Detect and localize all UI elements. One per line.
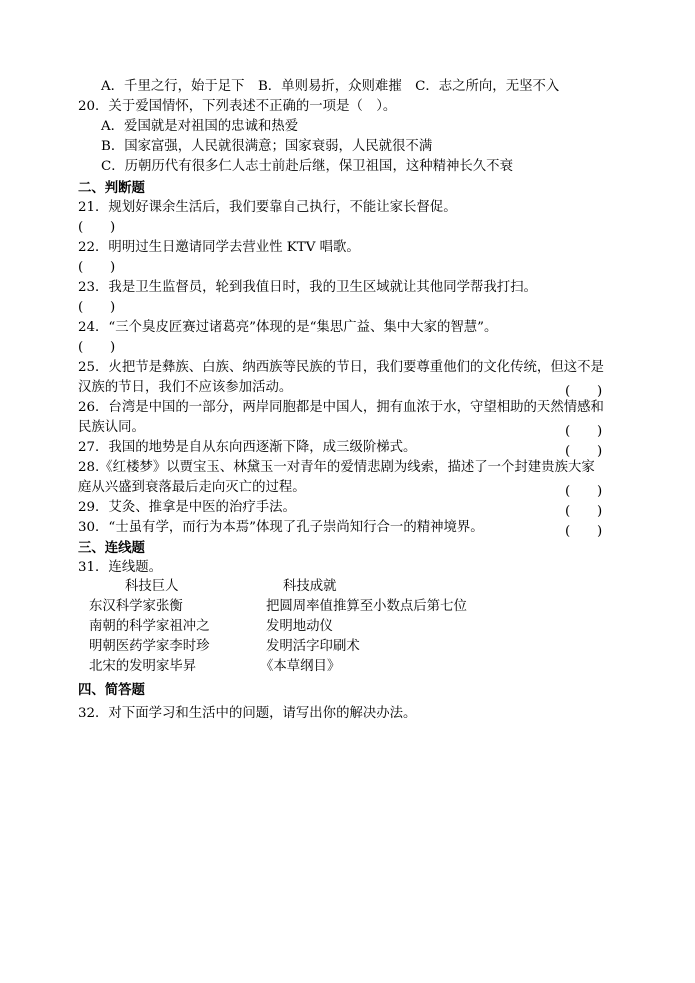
- q26-text-line2: 民族认同。: [78, 420, 145, 435]
- q22-text: 22．明明过生日邀请同学去营业性 KTV 唱歌。: [78, 240, 360, 255]
- matching-right-item[interactable]: 把圆周率值推算至小数点后第七位: [266, 599, 467, 614]
- q28-text-line1: 28.《红楼梦》以贾宝玉、林黛玉一对青年的爱情悲剧为线索，描述了一个封建贵族大家: [78, 460, 595, 475]
- q20-stem: 20．关于爱国情怀，下列表述不正确的一项是（ ）。: [78, 99, 397, 114]
- q23-text: 23．我是卫生监督员，轮到我值日时，我的卫生区域就让其他同学帮我打扫。: [78, 280, 537, 295]
- section-short-answer-title: 四、简答题: [78, 682, 145, 698]
- q25-answer-blank[interactable]: ( ): [565, 384, 603, 399]
- q25-text-line2: 汉族的节日，我们不应该参加活动。: [78, 380, 293, 395]
- matching-left-header: 科技巨人: [125, 579, 179, 594]
- section-true-false-title: 二、判断题: [78, 180, 145, 196]
- q20-option-b: B．国家富强，人民就很满意；国家衰弱，人民就很不满: [101, 139, 433, 154]
- matching-right-item[interactable]: 发明地动仪: [266, 619, 333, 634]
- q23-answer-blank[interactable]: ( ): [78, 300, 116, 315]
- q27-text: 27．我国的地势是自从东向西逐渐下降，成三级阶梯式。: [78, 440, 417, 455]
- q27-answer-blank[interactable]: ( ): [565, 444, 603, 459]
- matching-left-item[interactable]: 南朝的科学家祖冲之: [89, 619, 210, 634]
- q28-answer-blank[interactable]: ( ): [565, 484, 603, 499]
- matching-right-header: 科技成就: [283, 579, 337, 594]
- matching-left-item[interactable]: 明朝医药学家李时珍: [89, 639, 210, 654]
- q29-answer-blank[interactable]: ( ): [565, 504, 603, 519]
- q20-option-c: C．历朝历代有很多仁人志士前赴后继，保卫祖国，这种精神长久不衰: [101, 159, 513, 174]
- q30-answer-blank[interactable]: ( ): [565, 524, 603, 539]
- section-matching-title: 三、连线题: [78, 540, 145, 556]
- q24-text: 24．“三个臭皮匠赛过诸葛亮”体现的是“集思广益、集中大家的智慧”。: [78, 320, 498, 335]
- q29-text: 29．艾灸、推拿是中医的治疗手法。: [78, 500, 296, 515]
- matching-left-item[interactable]: 东汉科学家张衡: [89, 599, 183, 614]
- q25-text-line1: 25．火把节是彝族、白族、纳西族等民族的节日，我们要尊重他们的文化传统，但这不是: [78, 360, 604, 375]
- q30-text: 30．“士虽有学，而行为本焉”体现了孔子崇尚知行合一的精神境界。: [78, 520, 484, 535]
- q31-stem: 31．连线题。: [78, 560, 162, 575]
- q21-answer-blank[interactable]: ( ): [78, 220, 116, 235]
- matching-right-item[interactable]: 发明活字印刷术: [266, 639, 360, 654]
- q32-text: 32．对下面学习和生活中的问题，请写出你的解决办法。: [78, 706, 417, 721]
- q26-text-line1: 26．台湾是中国的一部分，两岸同胞都是中国人，拥有血浓于水，守望相助的天然情感和: [78, 400, 604, 415]
- q19-options: A．千里之行，始于足下 B．单则易折，众则难摧 C．志之所向，无坚不入: [101, 79, 560, 94]
- q24-answer-blank[interactable]: ( ): [78, 340, 116, 355]
- q26-answer-blank[interactable]: ( ): [565, 424, 603, 439]
- q22-answer-blank[interactable]: ( ): [78, 260, 116, 275]
- q21-text: 21．规划好课余生活后，我们要靠自己执行，不能让家长督促。: [78, 200, 457, 215]
- matching-right-item[interactable]: 《本草纲目》: [260, 659, 341, 674]
- q20-option-a: A．爱国就是对祖国的忠诚和热爱: [101, 119, 299, 134]
- matching-left-item[interactable]: 北宋的发明家毕昇: [89, 659, 197, 674]
- q28-text-line2: 庭从兴盛到衰落最后走向灭亡的过程。: [78, 480, 306, 495]
